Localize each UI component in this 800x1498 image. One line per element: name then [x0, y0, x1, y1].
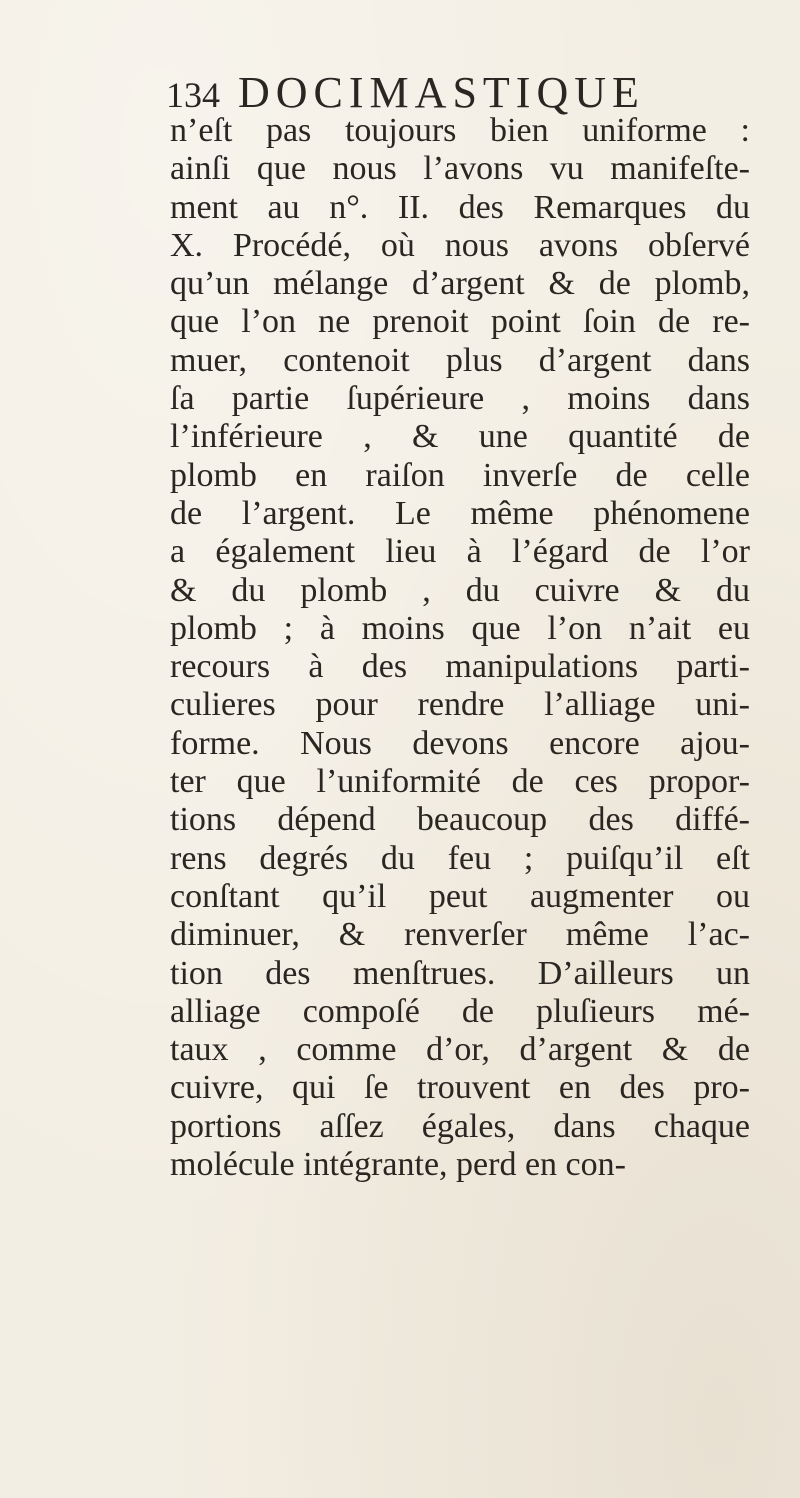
- text-line: recours à des manipulations parti-: [170, 648, 750, 686]
- text-line: qu’un mélange d’argent & de plomb,: [170, 265, 750, 303]
- text-line: X. Procédé, où nous avons obſervé: [170, 226, 750, 264]
- text-line: de l’argent. Le même phénomene: [170, 494, 750, 532]
- text-line: taux , comme d’or, d’argent & de: [170, 1031, 750, 1069]
- text-line: l’inférieure , & une quantité de: [170, 418, 750, 456]
- text-line: muer, contenoit plus d’argent dans: [170, 341, 750, 379]
- text-line: rens degrés du feu ; puiſqu’il eſt: [170, 839, 750, 877]
- text-line: ment au n°. II. des Remarques du: [170, 188, 750, 226]
- page-number: 134: [166, 75, 220, 115]
- text-line: alliage compoſé de pluſieurs mé-: [170, 992, 750, 1030]
- body-text: [170, 112, 750, 1184]
- text-line: plomb ; à moins que l’on n’ait eu: [170, 609, 750, 647]
- text-line: diminuer, & renverſer même l’ac-: [170, 916, 750, 954]
- text-line: cuivre, qui ſe trouvent en des pro-: [170, 1069, 750, 1107]
- text-line: ainſi que nous l’avons vu manifeſte-: [170, 150, 750, 188]
- text-line: tions dépend beaucoup des diffé-: [170, 801, 750, 839]
- text-line: molécule intégrante, perd en con-: [170, 1146, 626, 1184]
- text-line: que l’on ne prenoit point ſoin de re-: [170, 303, 750, 341]
- text-line: ter que l’uniformité de ces propor-: [170, 763, 750, 801]
- text-line: ſa partie ſupérieure , moins dans: [170, 380, 750, 418]
- text-line: a également lieu à l’égard de l’or: [170, 533, 750, 571]
- text-line: tion des menſtrues. D’ailleurs un: [170, 954, 750, 992]
- text-line: conſtant qu’il peut augmenter ou: [170, 877, 750, 915]
- text-line: n’eſt pas toujours bien uniforme :: [170, 112, 750, 149]
- text-line: plomb en raiſon inverſe de celle: [170, 456, 750, 494]
- text-line: & du plomb , du cuivre & du: [170, 571, 750, 609]
- page-header: [166, 68, 686, 118]
- running-title: DOCIMASTIQUE: [238, 68, 645, 117]
- text-line: portions aſſez égales, dans chaque: [170, 1107, 750, 1145]
- text-line: forme. Nous devons encore ajou-: [170, 724, 750, 762]
- text-line: culieres pour rendre l’alliage uni-: [170, 686, 750, 724]
